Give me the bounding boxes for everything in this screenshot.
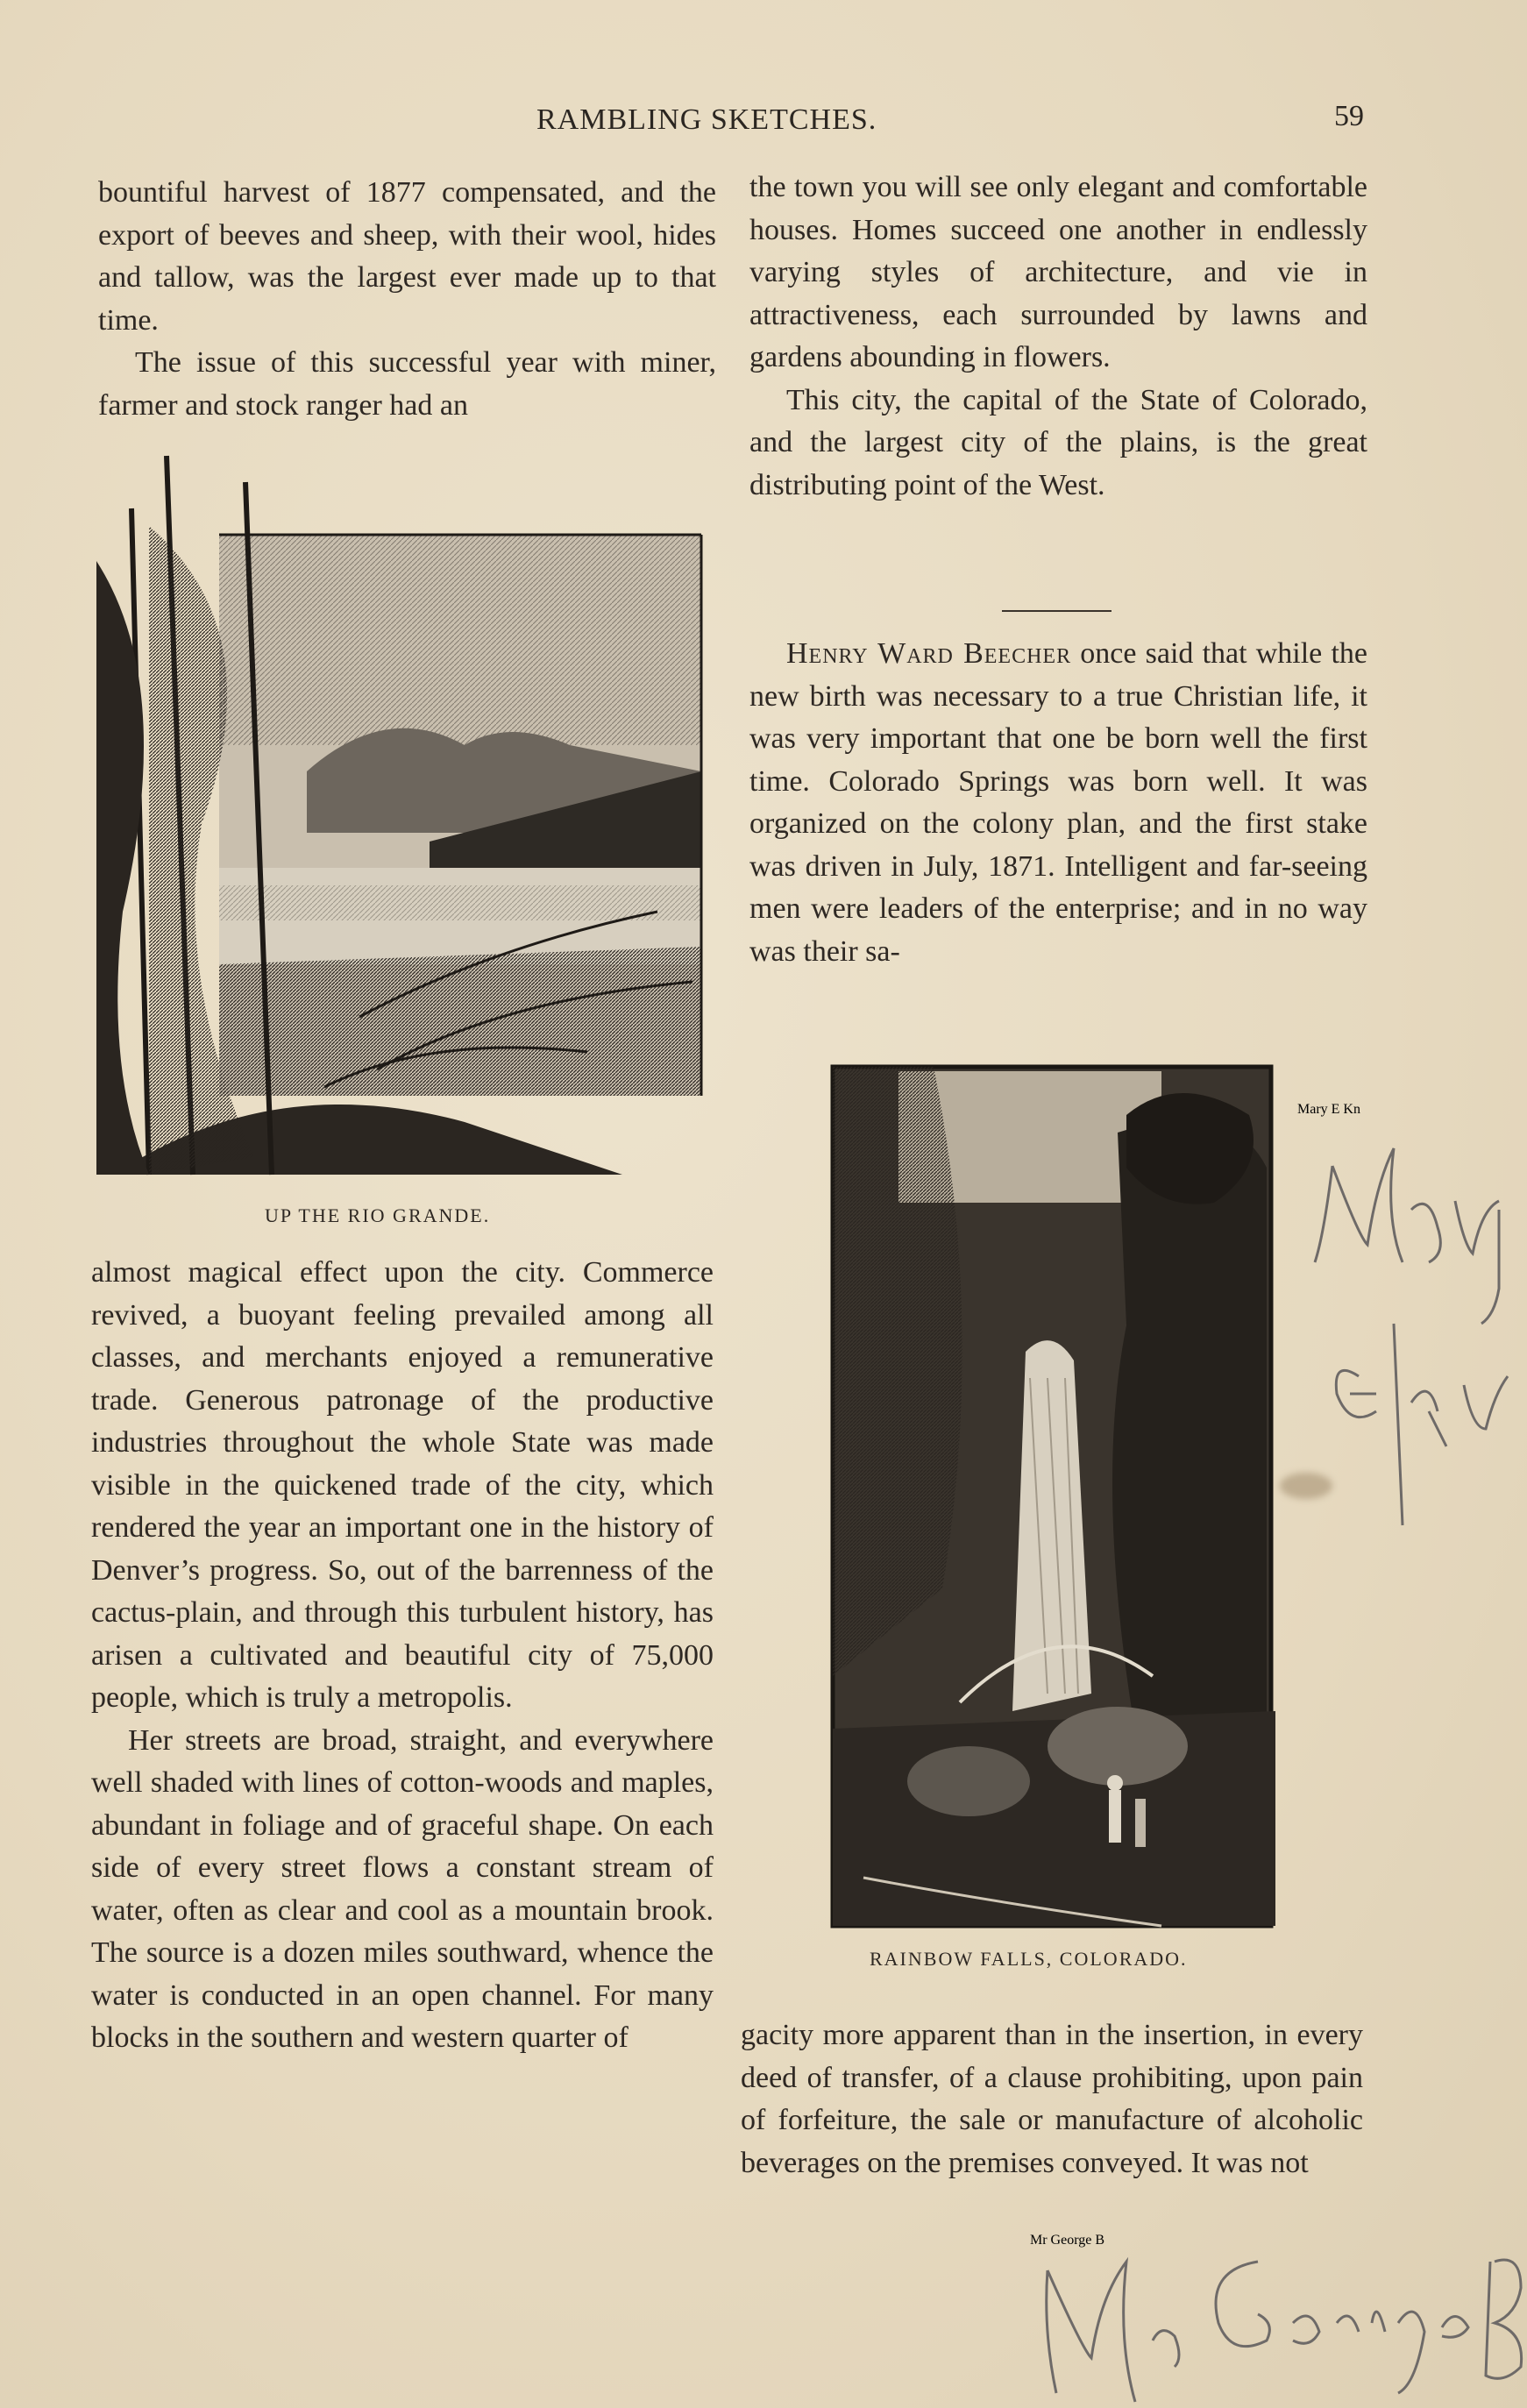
paragraph: bountiful harvest of 1877 compensated, and the export of beeves and sheep, with their wool, hides and tallow, was the largest ever made up to that time. bbox=[98, 176, 716, 337]
handwriting-bottom-text: Mr George B bbox=[1030, 2233, 1105, 2248]
beecher-name: Henry Ward Beecher bbox=[786, 637, 1072, 670]
paragraph: almost magical effect upon the city. Commerce revived, a buoyant feeling prevailed among all classes, and merchants enjoyed a remunerative trade. Generous patronage of the productive industries throughout the whole State was made visible in the quickened trade of the city, which rendered the year an important one in the history of Denver’s progress. So, out of the barrenness of the cactus-plain, and through this turbulent history, has arisen a cultivated and beautiful city of 75,000 people, which is truly a metropolis. bbox=[91, 1256, 714, 1714]
paragraph: This city, the capital of the State of Colorado, and the largest city of the plains, is the great distributing point of the West. bbox=[749, 383, 1367, 501]
rio-grande-illustration bbox=[96, 456, 710, 1175]
rainbow-falls-illustration bbox=[828, 1062, 1275, 1930]
paragraph: the town you will see only elegant and comfortable houses. Homes succeed one another in endlessly varying styles of architecture, and vie in attractiveness, each surrounded by lawns and gardens abounding in flowers. bbox=[749, 171, 1367, 373]
right-column-bottom bbox=[741, 2014, 1363, 2184]
paragraph bbox=[749, 633, 1367, 973]
section-divider bbox=[1002, 610, 1112, 612]
handwriting-right-text: Mary E Kn bbox=[1297, 1102, 1360, 1117]
rio-grande-caption: UP THE RIO GRANDE. bbox=[265, 1204, 491, 1226]
paragraph: The issue of this successful year with miner, farmer and stock ranger had an bbox=[98, 346, 716, 422]
right-column-top bbox=[749, 167, 1367, 507]
page-number: 59 bbox=[1334, 100, 1364, 132]
beecher-text: once said that while the new birth was necessary to a true Christian life, it was very important that one be born well the first time. Colorado Springs was born well. It was organized on the colony plan, and the first stake was driven in July, 1871. Intelligent and far-seeing men were leaders of the enterprise; and in no way was their sa- bbox=[749, 637, 1367, 968]
beecher-section bbox=[749, 633, 1367, 973]
paragraph: Her streets are broad, straight, and everywhere well shaded with lines of cotton-woods and maples, abundant in foliage and of graceful shape. On each side of every street flows a constant stream of water, often as clear and cool as a mountain brook. The source is a dozen miles southward, whence the water is conducted in an open channel. For many blocks in the southern and western quarter of bbox=[91, 1723, 714, 2054]
handwritten-signature-bottom bbox=[1030, 2233, 1527, 2408]
left-column-top bbox=[98, 172, 716, 427]
running-title: RAMBLING SKETCHES. bbox=[536, 103, 877, 136]
rainbow-falls-caption: RAINBOW FALLS, COLORADO. bbox=[870, 1948, 1188, 1970]
paragraph: gacity more apparent than in the insertion, in every deed of transfer, of a clause prohibiting, upon pain of forfeiture, the sale or manufacture of alcoholic beverages on the premises conveyed. It was not bbox=[741, 2019, 1363, 2179]
handwritten-signature-right-margin bbox=[1297, 1102, 1527, 1569]
left-column-bottom bbox=[91, 1252, 714, 2060]
paper-smudge bbox=[1280, 1473, 1332, 1499]
